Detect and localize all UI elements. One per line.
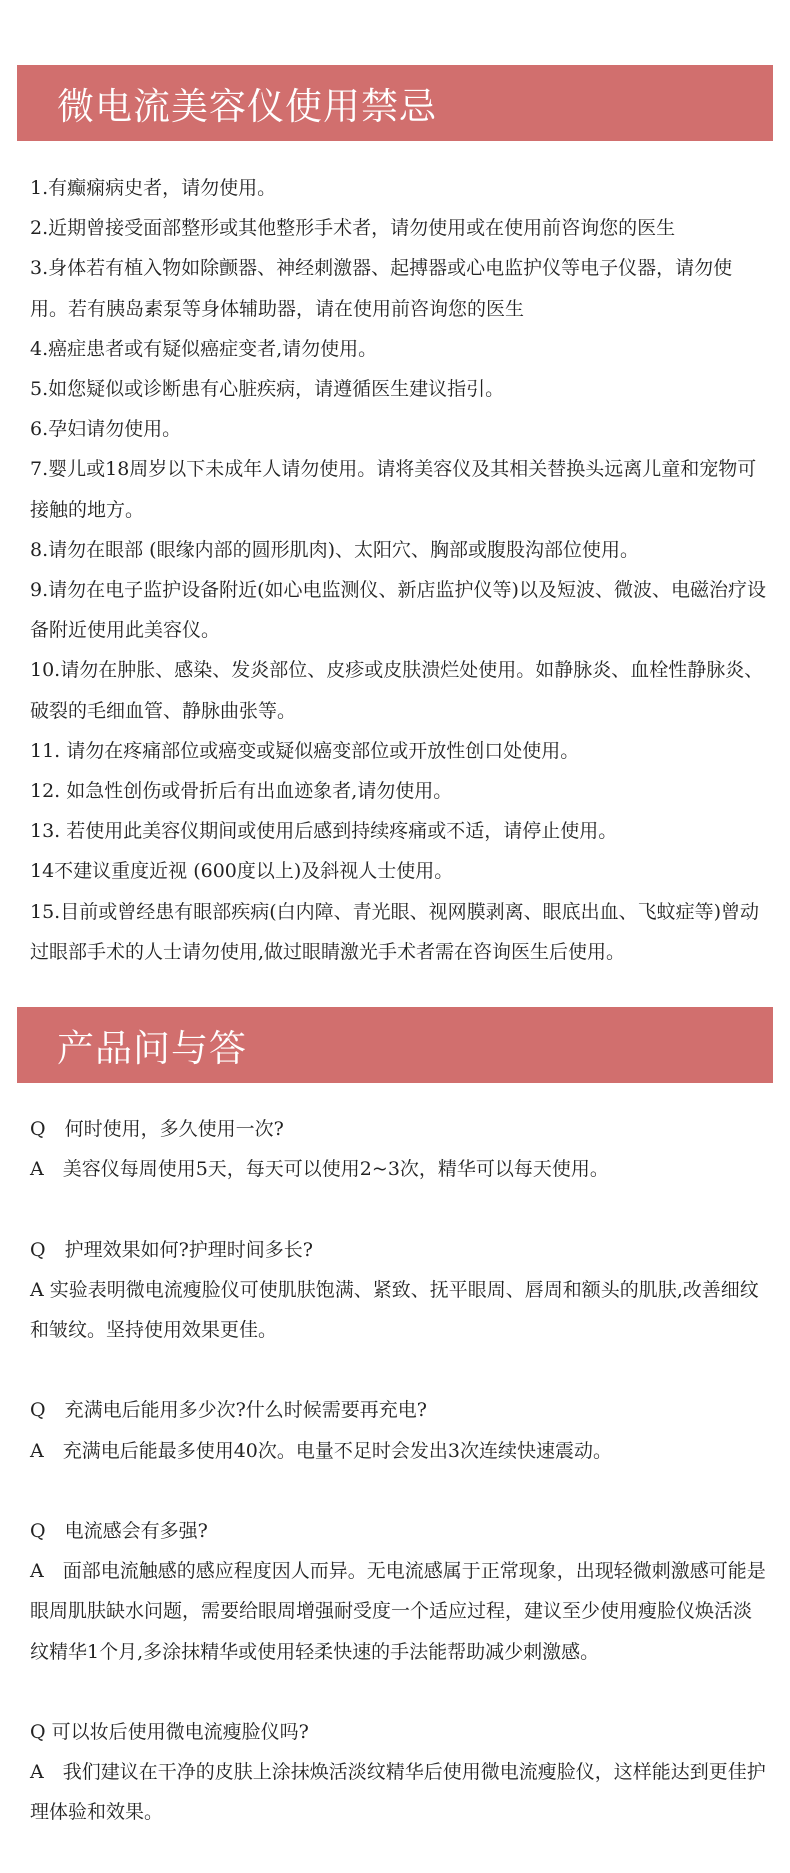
faq-question: Q 电流感会有多强?: [30, 1519, 208, 1542]
faq-item: [30, 1230, 770, 1351]
list-item: 9.请勿在电子监护设备附近(如心电监测仪、新店监护仪等)以及短波、微波、电磁治疗设备附近使用此美容仪。: [30, 579, 766, 642]
faq-answer: A 美容仪每周使用5天，每天可以使用2~3次，精华可以每天使用。: [30, 1158, 609, 1181]
list-item: 6.孕妇请勿使用。: [30, 418, 182, 441]
faq-question: Q 何时使用，多久使用一次?: [30, 1118, 284, 1140]
faq-item: [30, 1712, 770, 1833]
faq-question: Q 可以妆后使用微电流瘦脸仪吗?: [30, 1720, 309, 1743]
faq-answer: A 实验表明微电流瘦脸仪可使肌肤饱满、紧致、抚平眼周、唇周和额头的肌肤,改善细纹和皱纹。坚持使用效果更佳。: [30, 1278, 759, 1341]
list-item: 7.婴儿或18周岁以下未成年人请勿使用。请将美容仪及其相关替换头远离儿童和宠物可接触的地方。: [30, 458, 757, 521]
faq-answer: A 充满电后能最多使用40次。电量不足时会发出3次连续快速震动。: [30, 1439, 612, 1462]
list-item: 8.请勿在眼部 (眼缘内部的圆形肌肉)、太阳穴、胸部或腹股沟部位使用。: [30, 538, 639, 561]
list-item: 13. 若使用此美容仪期间或使用后感到持续疼痛或不适，请停止使用。: [30, 820, 618, 843]
faq-question: Q 充满电后能用多少次?什么时候需要再充电?: [30, 1399, 427, 1422]
faq-question: Q 护理效果如何?护理时间多长?: [30, 1238, 313, 1261]
faq-item: [30, 1390, 770, 1470]
list-item: 1.有癫痫病史者，请勿使用。: [30, 177, 277, 199]
contraindications-header: [17, 65, 773, 141]
faq-answer: A 面部电流触感的感应程度因人而异。无电流感属于正常现象，出现轻微刺激感可能是眼周肌肤缺水问题，需要给眼周增强耐受度一个适应过程，建议至少使用瘦脸仪焕活淡纹精华1个月,多涂抹精华或使用轻柔快速的手法能帮助减少刺激感。: [30, 1560, 766, 1663]
list-item: 3.身体若有植入物如除颤器、神经刺激器、起搏器或心电监护仪等电子仪器，请勿使用。若有胰岛素泵等身体辅助器，请在使用前咨询您的医生: [30, 257, 733, 320]
contraindications-list: [30, 168, 770, 972]
list-item: 15.目前或曾经患有眼部疾病(白内障、青光眼、视网膜剥离、眼底出血、飞蚊症等)曾动过眼部手术的人士请勿使用,做过眼睛激光手术者需在咨询医生后使用。: [30, 900, 760, 963]
faq-list: [30, 1109, 770, 1873]
list-item: 2.近期曾接受面部整形或其他整形手术者，请勿使用或在使用前咨询您的医生: [30, 217, 676, 240]
faq-title: 产品问与答: [57, 1027, 247, 1070]
list-item: 14不建议重度近视 (600度以上)及斜视人士使用。: [30, 860, 454, 883]
list-item: 4.癌症患者或有疑似癌症变者,请勿使用。: [30, 337, 378, 360]
list-item: 10.请勿在肿胀、感染、发炎部位、皮疹或皮肤溃烂处使用。如静脉炎、血栓性静脉炎、破裂的毛细血管、静脉曲张等。: [30, 659, 764, 722]
faq-answer: A 我们建议在干净的皮肤上涂抹焕活淡纹精华后使用微电流瘦脸仪，这样能达到更佳护理体验和效果。: [30, 1761, 766, 1824]
list-item: 11. 请勿在疼痛部位或癌变或疑似癌变部位或开放性创口处使用。: [30, 739, 580, 762]
list-item: 5.如您疑似或诊断患有心脏疾病，请遵循医生建议指引。: [30, 378, 505, 401]
faq-item: [30, 1109, 770, 1189]
list-item: 12. 如急性创伤或骨折后有出血迹象者,请勿使用。: [30, 780, 453, 803]
faq-item: [30, 1511, 770, 1672]
faq-header: [17, 1007, 773, 1083]
contraindications-title: 微电流美容仪使用禁忌: [57, 85, 437, 128]
